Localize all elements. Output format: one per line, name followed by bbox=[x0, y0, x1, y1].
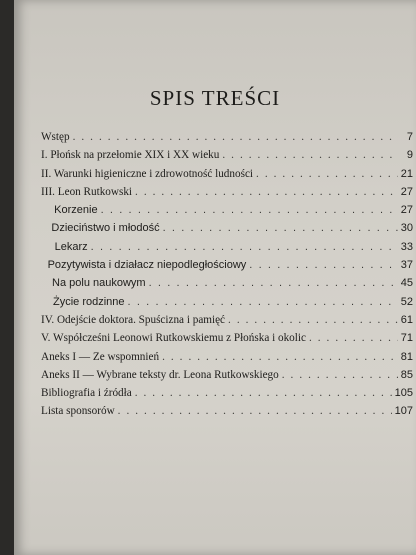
toc-entry-page: 81 bbox=[400, 350, 413, 363]
toc-entry-label: Lista sponsorów bbox=[41, 405, 115, 418]
toc-entry-page: 9 bbox=[406, 149, 413, 162]
table-of-contents bbox=[41, 128, 413, 421]
toc-leader-dots bbox=[282, 366, 398, 384]
toc-entry-page: 61 bbox=[400, 313, 413, 326]
toc-entry-label: Aneks I — Ze wspomnień bbox=[41, 350, 160, 363]
toc-leader-dots bbox=[222, 146, 398, 164]
toc-entry-label: Życie rodzinne bbox=[52, 295, 125, 308]
toc-subentry bbox=[41, 256, 413, 274]
toc-entry-label: Na polu naukowym bbox=[52, 277, 146, 290]
toc-subentry bbox=[41, 274, 413, 292]
toc-entry-label: II. Warunki higieniczne i zdrowotność ludności bbox=[41, 167, 254, 180]
book-page bbox=[14, 0, 416, 555]
toc-leader-dots bbox=[135, 183, 398, 201]
toc-entry-label: Wstęp bbox=[41, 131, 70, 143]
toc-subentry bbox=[41, 201, 413, 219]
toc-leader-dots bbox=[91, 238, 398, 256]
toc-leader-dots bbox=[149, 274, 398, 292]
toc-entry-label: Bibliografia i źródła bbox=[41, 387, 132, 400]
toc-subentry bbox=[41, 293, 413, 311]
toc-entry bbox=[41, 311, 413, 329]
toc-entry-page: 33 bbox=[400, 240, 413, 253]
toc-entry bbox=[41, 366, 413, 384]
toc-leader-dots bbox=[249, 256, 397, 274]
toc-entry-label: V. Współcześni Leonowi Rutkowskiemu z Płońska i okolic bbox=[41, 332, 306, 345]
toc-leader-dots bbox=[163, 219, 398, 237]
toc-leader-dots bbox=[73, 128, 398, 146]
toc-entry-page: 45 bbox=[400, 277, 413, 290]
toc-entry bbox=[41, 128, 413, 146]
toc-subentry bbox=[41, 238, 413, 256]
toc-entry-label: Dzieciństwo i młodość bbox=[51, 222, 160, 235]
toc-entry-label: IV. Odejście doktora. Spuścizna i pamięć bbox=[41, 313, 226, 326]
toc-entry-page: 30 bbox=[400, 222, 413, 235]
toc-entry-page: 107 bbox=[394, 405, 413, 418]
toc-entry bbox=[41, 146, 413, 164]
toc-entry bbox=[41, 402, 413, 420]
toc-entry-label: Pozytywista i działacz niepodległościowy bbox=[47, 259, 247, 272]
toc-entry-label: I. Płońsk na przełomie XIX i XX wieku bbox=[41, 149, 220, 162]
toc-entry-label: Aneks II — Wybrane teksty dr. Leona Rutkowskiego bbox=[41, 368, 279, 381]
toc-entry bbox=[41, 165, 413, 183]
toc-leader-dots bbox=[228, 311, 398, 329]
page-title: SPIS TREŚCI bbox=[149, 86, 281, 110]
toc-entry-page: 21 bbox=[400, 167, 413, 180]
toc-entry-page: 7 bbox=[406, 131, 413, 143]
toc-leader-dots bbox=[162, 348, 398, 366]
toc-entry bbox=[41, 348, 413, 366]
toc-leader-dots bbox=[309, 329, 398, 347]
toc-leader-dots bbox=[135, 384, 392, 402]
toc-entry-label: Korzenie bbox=[54, 204, 98, 217]
toc-entry-page: 85 bbox=[400, 368, 413, 381]
toc-entry-page: 37 bbox=[400, 259, 413, 272]
toc-entry-page: 105 bbox=[394, 387, 413, 400]
toc-entry-page: 52 bbox=[400, 295, 413, 308]
toc-entry-label: Lekarz bbox=[54, 240, 88, 253]
toc-entry-page: 27 bbox=[400, 185, 413, 198]
toc-entry bbox=[41, 329, 413, 347]
toc-leader-dots bbox=[101, 201, 398, 219]
toc-leader-dots bbox=[256, 165, 398, 183]
toc-entry-page: 71 bbox=[400, 332, 413, 345]
toc-entry bbox=[41, 183, 413, 201]
toc-subentry bbox=[41, 219, 413, 237]
toc-entry bbox=[41, 384, 413, 402]
toc-leader-dots bbox=[118, 402, 392, 420]
toc-entry-label: III. Leon Rutkowski bbox=[41, 185, 133, 198]
toc-leader-dots bbox=[128, 293, 398, 311]
toc-entry-page: 27 bbox=[400, 204, 413, 217]
